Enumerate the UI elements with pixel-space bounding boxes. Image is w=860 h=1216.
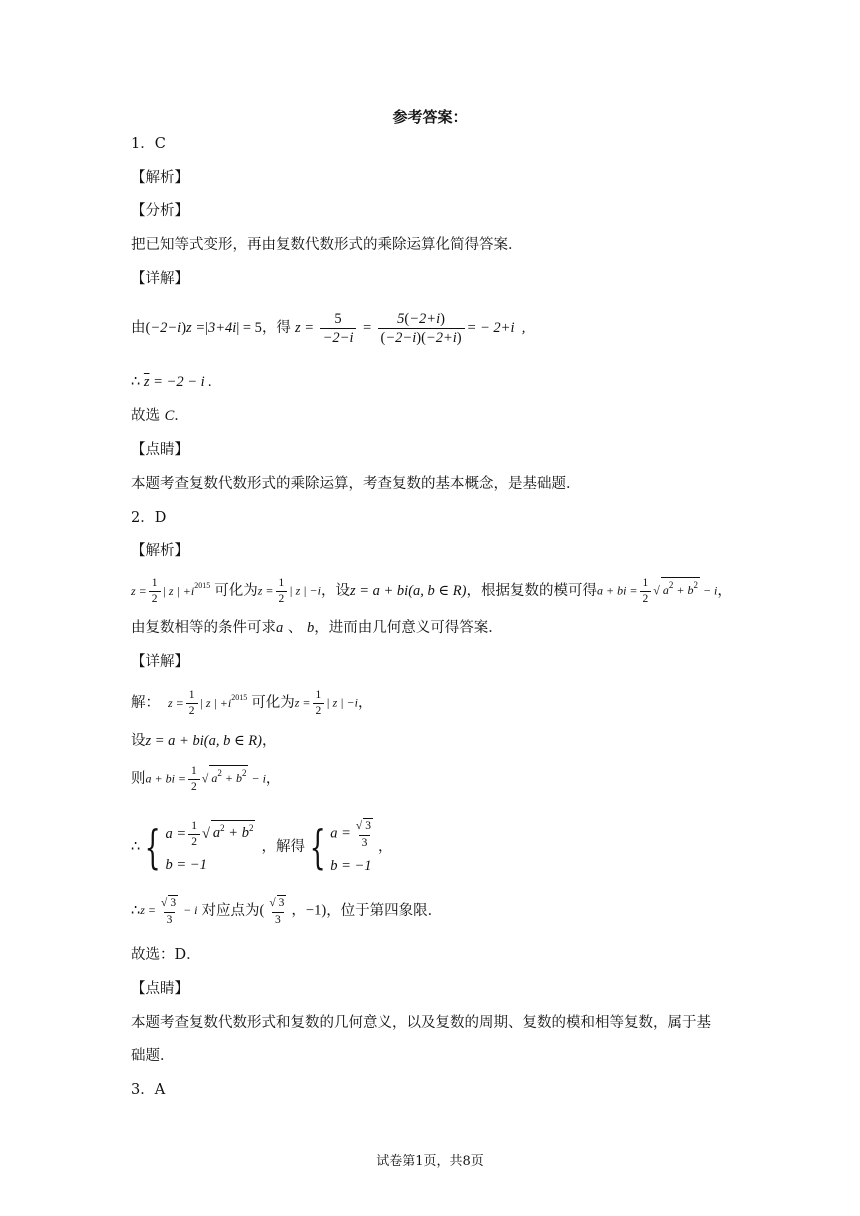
q1-step1-prefix: 由 xyxy=(131,320,146,336)
q2-step-ze: 则 a + bi = $\frac{1}{2}$ √ $a^2 + b^2 - i$ ， xyxy=(131,764,281,793)
q1-step1 xyxy=(131,308,525,348)
q2-xiangjie-heading: 【详解】 xyxy=(131,654,189,670)
q2-system-solution: a = $\frac{√ 3}{3}$ b = −1 xyxy=(330,820,372,874)
q2-genju: ，根据复数的模可得 xyxy=(466,583,597,599)
q2-jiexi-line2-tail: ，进而由几何意义可得答案． xyxy=(314,620,503,636)
therefore-symbol: ∴ xyxy=(131,903,141,919)
q2-step-ze-label: 则 xyxy=(131,771,146,787)
q2-dianjing-text1: 本题考查复数代数形式和复数的几何意义，以及复数的周期、复数的模和相等复数，属于基 xyxy=(131,1015,711,1031)
q1-dianjing-heading: 【点睛】 xyxy=(131,442,189,458)
q2-eq-final: z = $\frac{√ 3}{3}$ − i xyxy=(140,897,198,926)
q1-answer: 1．C xyxy=(131,136,166,152)
q1-equation-given: (−2−i)z =|3+4i| = 5 xyxy=(145,320,262,336)
q1-fenxi-text: 把已知等式变形，再由复数代数形式的乘除运算化简得答案． xyxy=(131,237,523,253)
page-title: 参考答案： xyxy=(392,108,468,126)
q2-step-eq-simplified: z = $\frac{1}{2}$ | z | −i xyxy=(294,688,358,717)
q2-step-jie: 解： z = $\frac{1}{2}$ | z | $+i^{2015}$ 可化为 z = $\frac{1}{2}$ | z | −i ， xyxy=(131,688,373,718)
q2-she: ，设 xyxy=(320,583,350,599)
q2-step-system: ∴ { a = $\frac{1}{2}$ √ $a^2 + b^2$ b = −1 ，解得 { a = $\frac{√ 3}{3}$ b = −1 ， xyxy=(131,819,393,874)
q2-system-equations: a = $\frac{1}{2}$ √ $a^2 + b^2$ b = −1 xyxy=(165,819,254,873)
q2-step-she-label: 设 xyxy=(131,733,146,749)
q1-xiangjie-heading: 【详解】 xyxy=(131,271,189,287)
q2-step-eq-modulus: a + bi = $\frac{1}{2}$ √ $a^2 + b^2 - i$ xyxy=(145,764,266,793)
q2-eq-let: z = a + bi(a, b ∈ R) xyxy=(349,583,467,599)
q1-step2: ∴ $\overline{z} = -2 - i$ . xyxy=(131,374,212,390)
q1-choose: 故选 C． xyxy=(131,408,189,424)
q1-dianjing-text: 本题考查复数代数形式的乘除运算，考查复数的基本概念，是基础题． xyxy=(131,476,581,492)
q2-step-conclusion xyxy=(131,894,442,928)
q1-fenxi-heading: 【分析】 xyxy=(131,203,189,219)
page-footer: 试卷第1页，共8页 xyxy=(376,1154,484,1169)
q2-eq-simplified: z = $\frac{1}{2}$ | z | −i xyxy=(257,576,321,605)
q2-jiexi-line1: z = $\frac{1}{2}$ | z | $+i^{2015}$ 可化为 z = $\frac{1}{2}$ | z | −i ，设 z = a + bi(a, b ∈ R) ，根据复数的模可得 a + bi = $\frac{1}{2}$ √ $a^2 + b^2 - i$ ， xyxy=(131,576,732,606)
q2-jiede: ，解得 xyxy=(261,839,305,855)
q2-dianjing-heading: 【点睛】 xyxy=(131,981,189,997)
q2-point: ( $\frac{√ 3}{3}$ ，−1) xyxy=(259,897,327,926)
q3-answer: 3．A xyxy=(131,1082,166,1098)
q2-step-eq-original: z = $\frac{1}{2}$ | z | $+i^{2015}$ xyxy=(168,689,248,718)
q2-jiexi-heading: 【解析】 xyxy=(131,543,189,559)
q2-duiying: 对应点为 xyxy=(201,903,260,919)
q1-choose-letter: C xyxy=(164,408,175,424)
q1-equation-result: z = $\frac{5}{-2-i}$ = $\frac{5(-2+i)}{(-2-i)(-2+i)}$ = − 2+i , xyxy=(294,310,526,346)
q2-answer: 2．D xyxy=(131,510,167,526)
q1-step1-mid: ，得 xyxy=(261,320,291,336)
q2-step-kehuawei: 可化为 xyxy=(251,695,295,711)
q2-jiexi-line2: 由复数相等的条件可求a 、 b，进而由几何意义可得答案． xyxy=(131,620,503,636)
q1-choose-label: 故选 xyxy=(131,408,160,424)
q2-eq-modulus: a + bi = $\frac{1}{2}$ √ $a^2 + b^2 - i$ xyxy=(596,576,718,605)
q2-dianjing-text2: 础题． xyxy=(131,1048,175,1064)
q2-weiyu: ，位于第四象限． xyxy=(326,903,443,919)
q2-eq-original: z = $\frac{1}{2}$ | z | $+i^{2015}$ xyxy=(131,577,211,606)
therefore-symbol: ∴ xyxy=(131,374,141,390)
q2-jie-label: 解： xyxy=(131,695,160,711)
q2-kehuawei: 可化为 xyxy=(214,583,258,599)
q2-jiexi-line2-text: 由复数相等的条件可求 xyxy=(131,620,276,636)
q2-step-she: 设z = a + bi(a, b ∈ R)， xyxy=(131,733,277,749)
q2-choose: 故选：D． xyxy=(131,947,201,963)
q1-jiexi-heading: 【解析】 xyxy=(131,170,189,186)
therefore-symbol: ∴ xyxy=(131,839,141,855)
